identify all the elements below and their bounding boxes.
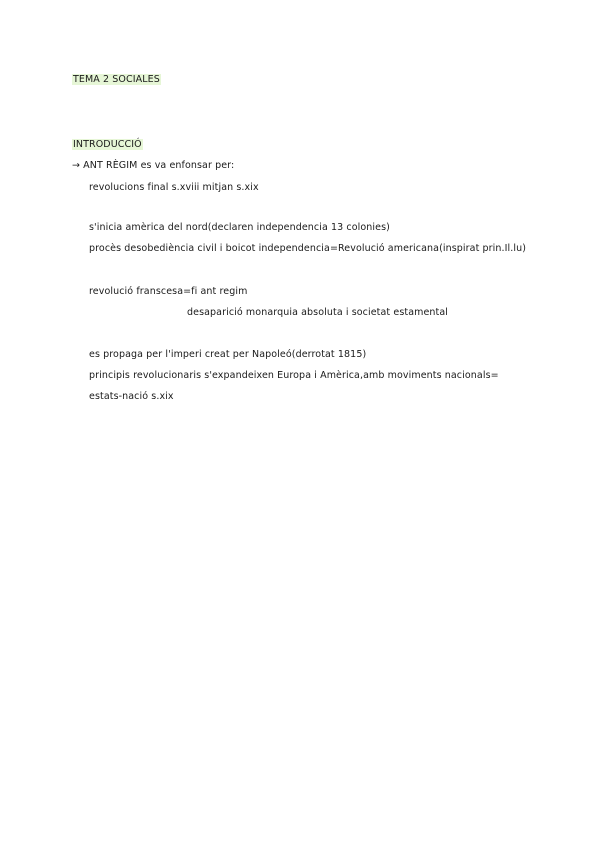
text-line-7: principis revolucionaris s'expandeixen Europa i Amèrica,amb moviments nacionals= (89, 370, 499, 381)
text-line-4: revolució franscesa=fi ant regim (89, 286, 248, 297)
document-title (72, 73, 161, 86)
text-line-5: desaparició monarquia absoluta i societat estamental (187, 307, 449, 318)
text-line-3: procès desobediència civil i boicot independencia=Revolució americana(inspirat prin.Il.lu) (89, 243, 527, 254)
text-line-8: estats-nació s.xix (89, 391, 174, 402)
heading-highlight: INTRODUCCIÓ (73, 139, 142, 150)
section-heading (72, 138, 143, 151)
text-line-6: es propaga per l'imperi creat per Napoleó(derrotat 1815) (89, 349, 367, 360)
text-line-2: s'inicia amèrica del nord(declaren independencia 13 colonies) (89, 222, 390, 233)
title-highlight: TEMA 2 SOCIALES (73, 74, 160, 85)
arrow-line: → ANT RÈGIM es va enfonsar per: (72, 160, 235, 171)
text-line-1: revolucions final s.xviii mitjan s.xix (89, 182, 259, 193)
